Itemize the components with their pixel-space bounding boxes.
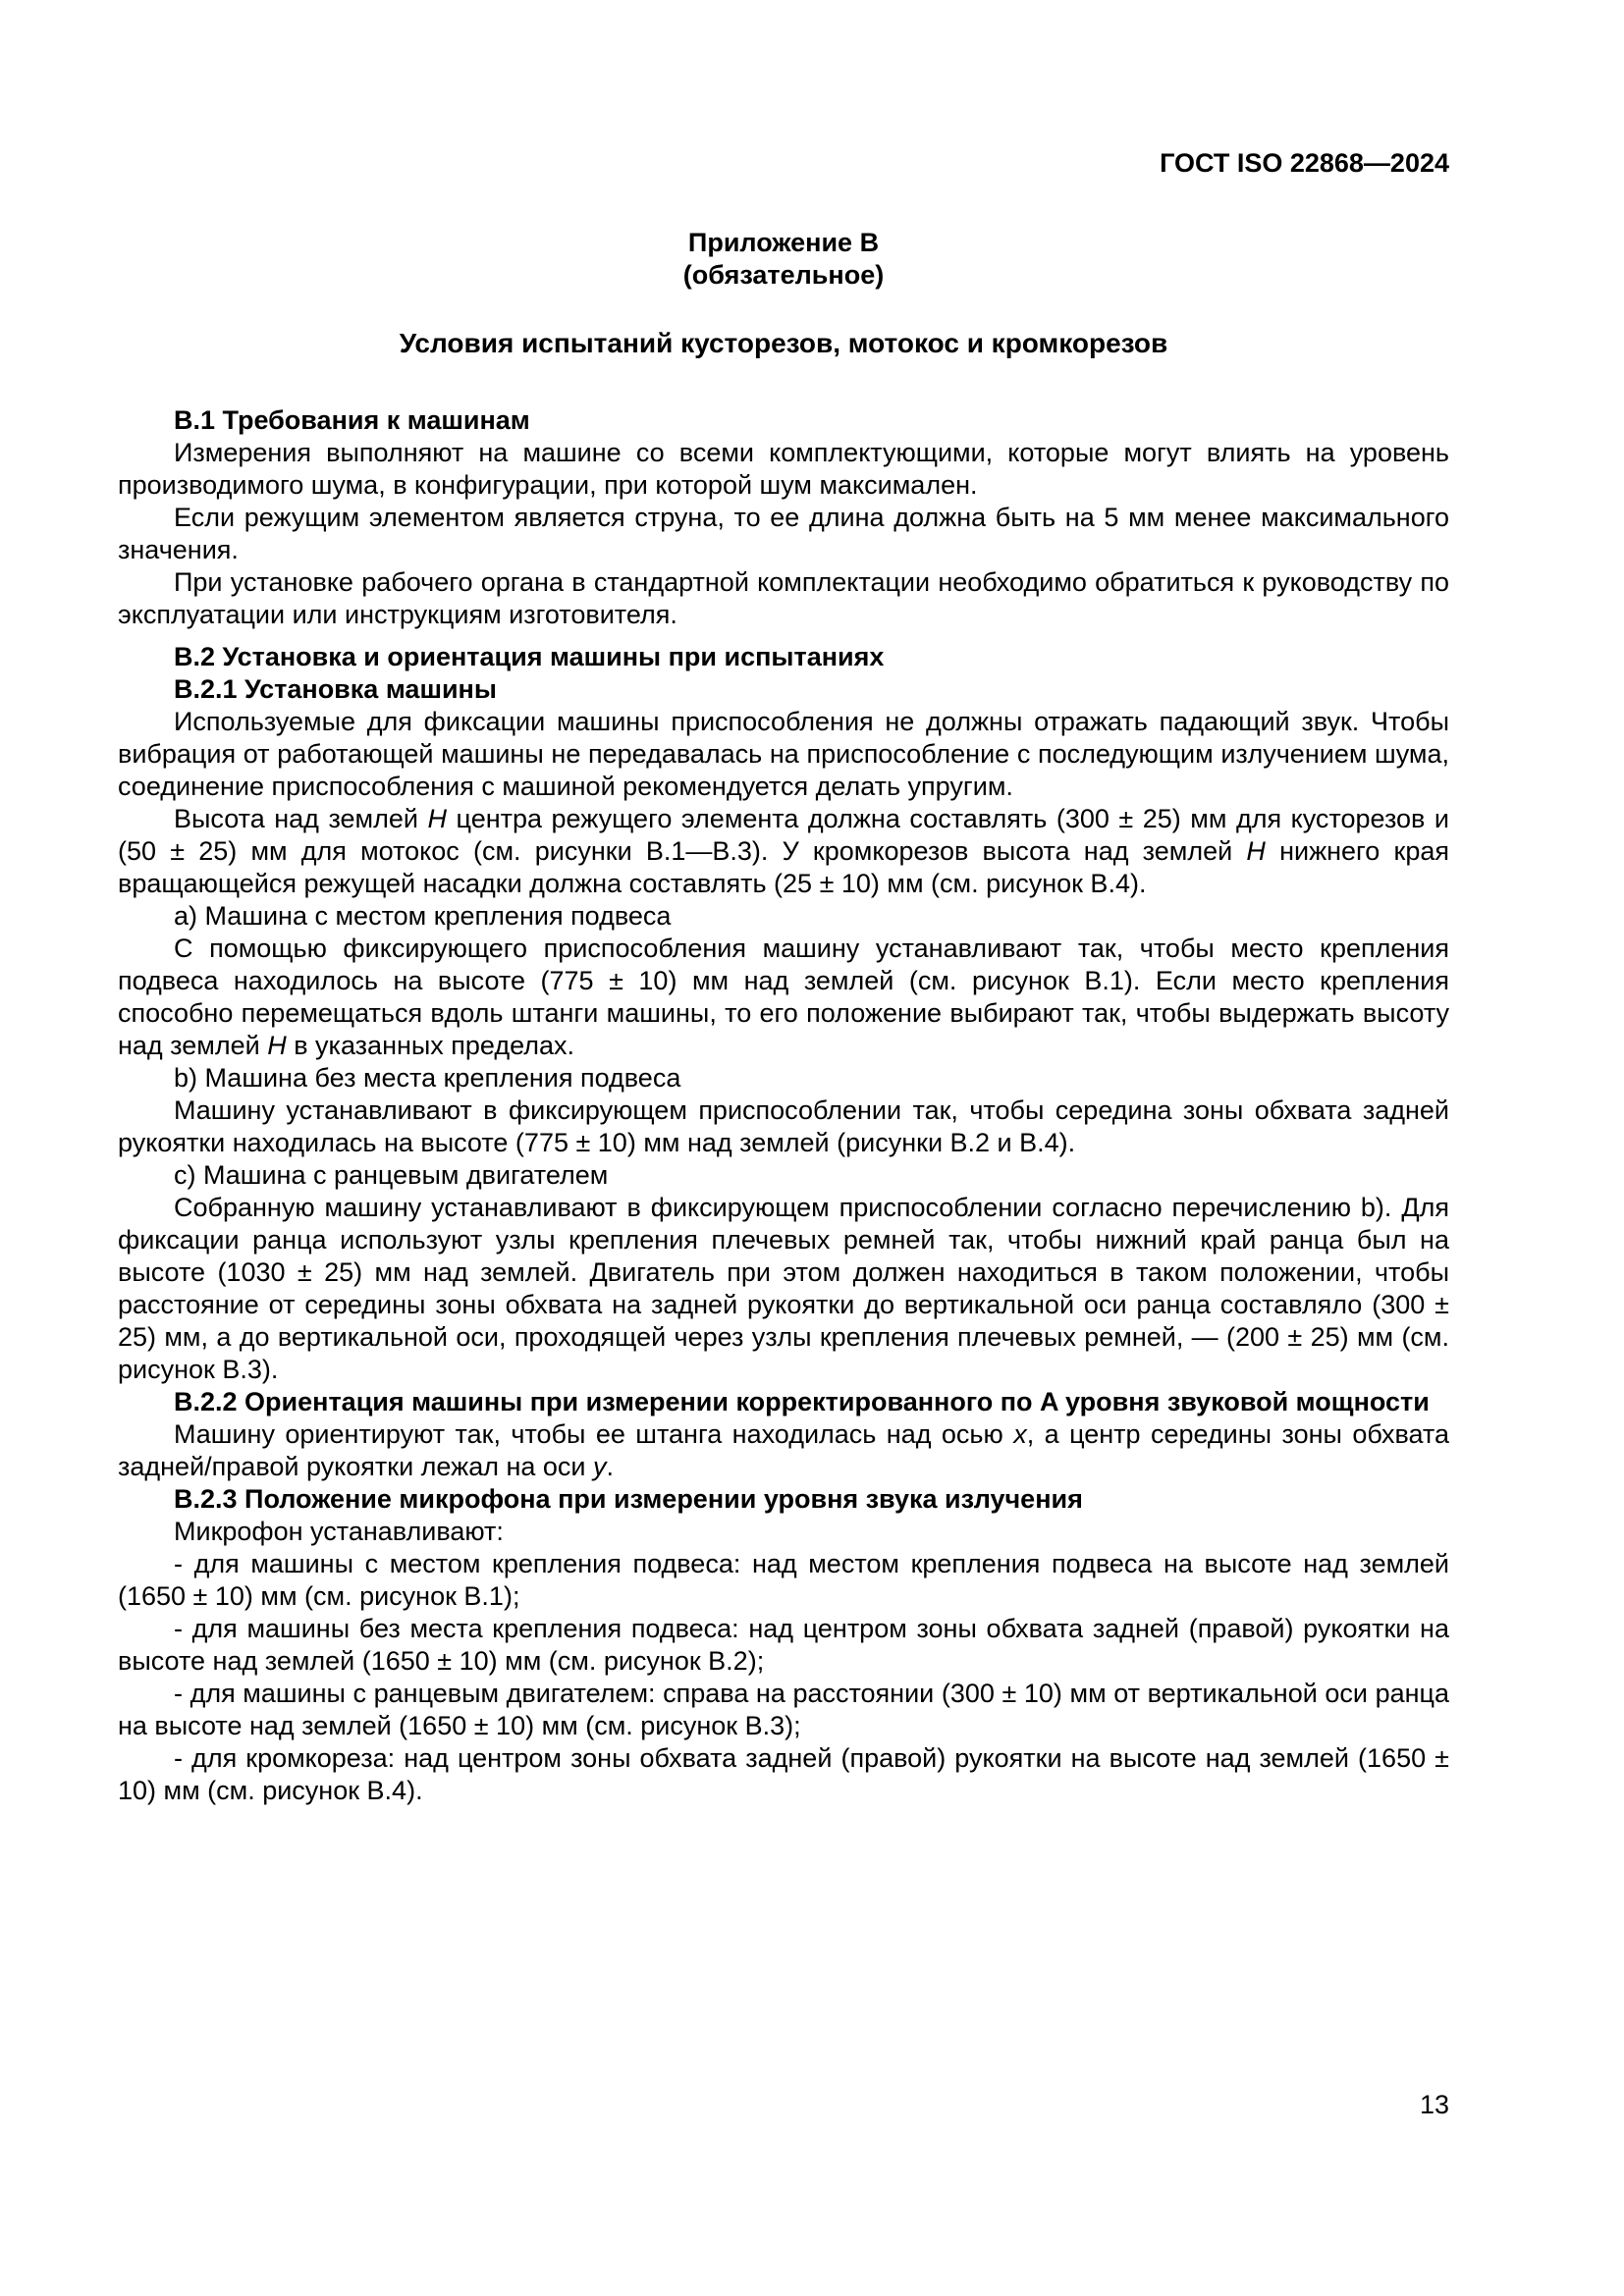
list-item-microphone-4: - для кромкореза: над центром зоны обхвата задней (правой) рукоятки на высоте над землей (1650 ± 10) мм (см. рисунок В.4). xyxy=(118,1743,1449,1805)
page-content xyxy=(118,147,1449,1807)
paragraph-b21-fixture: Используемые для фиксации машины приспособления не должны отражать падающий звук. Чтобы вибрация от работающей машины не передавалась на приспособление с последующим излучением шума, соединение приспособления с машиной рекомендуется делать упругим. xyxy=(118,707,1449,801)
text-run: Машину ориентируют так, чтобы ее штанга находилась над осью xyxy=(174,1419,1014,1449)
list-item-a: a) Машина с местом крепления подвеса xyxy=(174,901,672,931)
list-item-c: c) Машина с ранцевым двигателем xyxy=(174,1160,609,1190)
heading-b2-1: В.2.1 Установка машины xyxy=(174,674,497,704)
variable-x: x xyxy=(1013,1419,1027,1449)
variable-y: y xyxy=(593,1452,607,1481)
variable-h: H xyxy=(427,804,447,833)
heading-b2: В.2 Установка и ориентация машины при испытаниях xyxy=(174,642,885,671)
list-item-microphone-1: - для машины с местом крепления подвеса: над местом крепления подвеса на высоте над землей (1650 ± 10) мм (см. рисунок В.1); xyxy=(118,1549,1449,1611)
heading-b1: В.1 Требования к машинам xyxy=(174,405,530,435)
text-run: , а центр середины зоны обхвата задней/правой рукоятки лежал на оси xyxy=(118,1419,1449,1481)
list-item-microphone-2: - для машины без места крепления подвеса: над центром зоны обхвата задней (правой) рукоятки на высоте над землей (1650 ± 10) мм (см. рисунок В.2); xyxy=(118,1614,1449,1676)
annex-obligation-note: (обязательное) xyxy=(682,260,885,290)
heading-b2-3: В.2.3 Положение микрофона при измерении уровня звука излучения xyxy=(174,1484,1083,1514)
heading-b2-2: В.2.2 Ориентация машины при измерении корректированного по A уровня звуковой мощности xyxy=(174,1387,1430,1416)
variable-h: H xyxy=(1246,836,1266,866)
page-number: 13 xyxy=(1419,2090,1449,2119)
text-run: С помощью фиксирующего приспособления машину устанавливают так, чтобы место крепления подвеса находилось на высоте (775 ± 10) мм над землей (см. рисунок В.1). Если место крепления способно перемещаться вдоль штанги машины, то его положение выбирают так, чтобы выдержать высоту над землей xyxy=(118,934,1449,1060)
paragraph-b1-measurements: Измерения выполняют на машине со всеми комплектующими, которые могут влиять на уровень производимого шума, в конфигурации, при которой шум максимален. xyxy=(118,438,1449,500)
paragraph-b21-height xyxy=(118,803,1449,900)
annex-title: Условия испытаний кусторезов, мотокос и кромкорезов xyxy=(399,328,1168,358)
paragraph-b21-no-suspension: Машину устанавливают в фиксирующем приспособлении так, чтобы середина зоны обхвата задней рукоятки находилась на высоте (775 ± 10) мм над землей (рисунки В.2 и В.4). xyxy=(118,1095,1449,1157)
annex-label: Приложение В xyxy=(687,228,880,257)
text-run: нижнего края вращающейся режущей насадки должна составлять (25 ± 10) мм (см. рисунок В.4). xyxy=(118,836,1449,898)
list-item-b: b) Машина без места крепления подвеса xyxy=(174,1063,681,1093)
document-code: ГОСТ ISO 22868—2024 xyxy=(1160,148,1449,178)
paragraph-b22-orientation xyxy=(118,1418,1449,1483)
paragraph-b1-string-cutter: Если режущим элементом является струна, то ее длина должна быть на 5 мм менее максимального значения. xyxy=(118,503,1449,564)
paragraph-b21-backpack-engine: Собранную машину устанавливают в фиксирующем приспособлении согласно перечислению b). Для фиксации ранца используют узлы крепления плечевых ремней так, чтобы нижний край ранца был на высоте (1030 ± 25) мм над землей. Двигатель при этом должен находиться в таком положении, чтобы расстояние от середины зоны обхвата на задней рукоятки до вертикальной оси ранца составляло (300 ± 25) мм, а до вертикальной оси, проходящей через узлы крепления плечевых ремней, — (200 ± 25) мм (см. рисунок В.3). xyxy=(118,1193,1449,1384)
variable-h: H xyxy=(267,1031,287,1060)
paragraph-b1-manual-reference: При установке рабочего органа в стандартной комплектации необходимо обратиться к руководству по эксплуатации или инструкциям изготовителя. xyxy=(118,567,1449,629)
paragraph-b21-suspension-point xyxy=(118,933,1449,1062)
text-run: центра режущего элемента должна составлять (300 ± 25) мм для кусторезов и (50 ± 25) мм для мотокос (см. рисунки В.1—В.3). У кромкорезов высота над землей xyxy=(118,804,1449,866)
paragraph-b23-intro: Микрофон устанавливают: xyxy=(174,1517,504,1546)
list-item-microphone-3: - для машины с ранцевым двигателем: справа на расстоянии (300 ± 10) мм от вертикальной оси ранца на высоте над землей (1650 ± 10) мм (см. рисунок В.3); xyxy=(118,1679,1449,1740)
text-run: Высота над землей xyxy=(174,804,428,833)
text-run: . xyxy=(606,1452,615,1481)
text-run: в указанных пределах. xyxy=(286,1031,574,1060)
